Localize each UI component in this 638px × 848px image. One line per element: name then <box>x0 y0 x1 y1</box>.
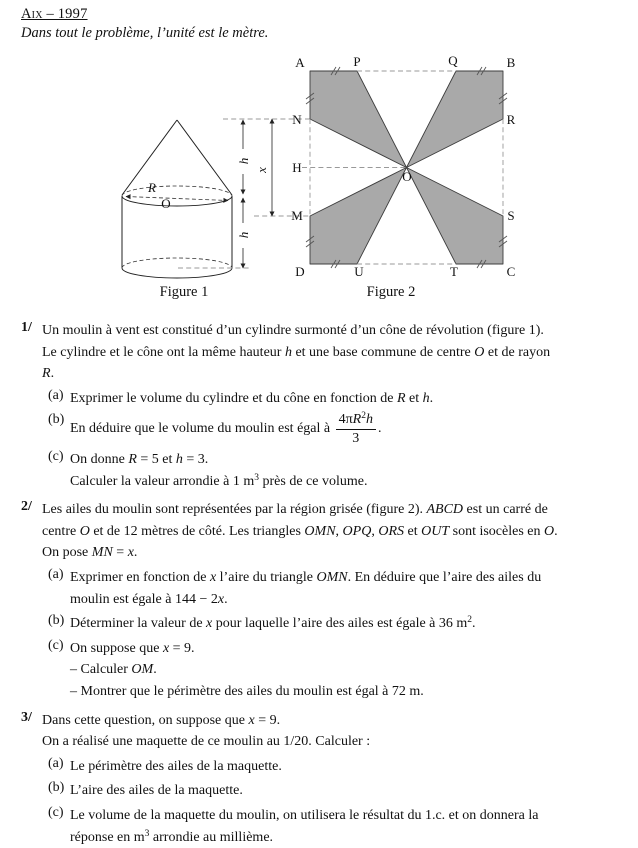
problem-text-line <box>42 710 624 732</box>
text-run: centre <box>42 523 80 539</box>
subitem-body <box>70 613 624 635</box>
text-run: est un carré de <box>463 502 548 518</box>
problem-3 <box>0 710 638 848</box>
text-run: et de 12 mètres de côté. Les triangles <box>89 523 305 539</box>
text-run: x <box>206 616 213 632</box>
text-run: . <box>377 421 382 437</box>
fraction <box>336 412 376 446</box>
figure2-label-H: H <box>292 160 302 175</box>
problem-subitem <box>42 638 624 703</box>
figure2-label-P: P <box>353 54 361 69</box>
text-run: = 9. <box>169 640 195 656</box>
problem-text-line <box>70 589 624 611</box>
text-run: OMN <box>316 570 348 586</box>
text-run: MN <box>91 545 113 561</box>
figure1-label-radius: R <box>148 180 156 195</box>
figure2-label-U: U <box>354 264 364 279</box>
subitem-body <box>70 388 624 410</box>
problem-text-line <box>42 363 624 385</box>
text-run: près de ce volume. <box>259 473 368 489</box>
text-run: Le cylindre et le cône ont la même hauteur <box>42 344 285 360</box>
text-run: . <box>50 366 55 382</box>
text-run: . <box>133 545 138 561</box>
figure2-label-A: A <box>295 55 305 70</box>
text-run: En déduire que le volume du moulin est égal à <box>70 421 334 437</box>
figure2-label-x: x <box>254 167 269 173</box>
text-run: Les ailes du moulin sont représentées par la région grisée (figure 2). <box>42 502 427 518</box>
text-run: 4π <box>338 412 353 428</box>
page-header <box>0 0 638 42</box>
text-run: , <box>335 523 343 539</box>
figure2-label-D: D <box>295 264 305 279</box>
text-run: 3 <box>254 472 259 483</box>
figure2-label-R: R <box>506 112 516 127</box>
text-run: réponse en m <box>70 829 145 845</box>
text-run: OPQ <box>342 523 372 539</box>
problem-subitem <box>42 449 624 492</box>
subitem-label: (b) <box>48 780 65 796</box>
text-run: et une base commune de centre <box>291 344 475 360</box>
problem-text-line <box>70 567 624 589</box>
figure1-label-cone-height: h <box>236 157 251 165</box>
fraction-numerator <box>336 412 376 430</box>
text-run: R <box>128 452 137 468</box>
text-run: 3 <box>144 828 150 839</box>
subitem-label: (a) <box>48 755 64 771</box>
text-run: On suppose que <box>70 640 163 656</box>
text-run: On pose <box>42 545 92 561</box>
problem-subitem <box>42 805 624 848</box>
problem-body <box>42 320 624 492</box>
problem-number: 3/ <box>21 709 32 725</box>
text-run: OMN <box>304 523 336 539</box>
text-run: 2 <box>467 615 473 626</box>
text-run: , <box>371 523 379 539</box>
radius-arrow <box>126 197 228 201</box>
problem-text-line <box>70 449 624 471</box>
text-run: h <box>175 452 183 468</box>
sail-top-right <box>407 71 504 168</box>
fraction-denominator <box>336 430 376 446</box>
text-run: x <box>127 545 134 561</box>
problem-text-line <box>42 342 624 364</box>
problem-text-line <box>42 320 624 342</box>
text-run: = 5 et <box>136 452 176 468</box>
text-run: Exprimer en fonction de <box>70 570 210 586</box>
problem-text-line <box>42 521 624 543</box>
page-title: Aix – 1997 <box>21 6 88 22</box>
problem-text-line <box>70 805 624 827</box>
text-run: R <box>352 412 362 428</box>
figure2-label-C: C <box>506 264 516 279</box>
subitem-body <box>70 567 624 610</box>
text-run: R <box>42 366 51 382</box>
text-run: . <box>224 591 228 607</box>
problem-number: 1/ <box>21 320 32 335</box>
text-run: – Montrer que le périmètre des ailes du moulin est égal à 72 m. <box>70 684 424 700</box>
text-run: x <box>248 712 255 728</box>
text-run: et <box>404 523 422 539</box>
text-run: L’aire des ailes de la maquette. <box>70 783 243 799</box>
problem-text-line <box>70 613 624 635</box>
sail-top-left <box>310 71 407 168</box>
text-run: sont isocèles en <box>449 523 544 539</box>
subitem-label: (a) <box>48 567 64 583</box>
problem-text-line <box>70 827 624 848</box>
subitem-body <box>70 805 624 848</box>
text-run: = 9. <box>254 712 281 728</box>
text-run: 2 <box>361 411 366 422</box>
text-run: = <box>112 545 128 561</box>
figure2-label-N: N <box>292 112 302 127</box>
cylinder-top-front-arc <box>122 196 232 206</box>
figure2-label-Q: Q <box>448 53 458 68</box>
cylinder-top-back-arc <box>122 186 232 196</box>
text-run: arrondie au millième. <box>149 829 274 845</box>
problem-2 <box>0 499 638 702</box>
text-run: On donne <box>70 452 129 468</box>
subitem-body <box>70 638 624 703</box>
text-run: ABCD <box>426 502 464 518</box>
problem-text-line <box>70 780 624 802</box>
problem-subitem <box>42 756 624 778</box>
figure2-label-B: B <box>506 55 516 70</box>
text-run: O <box>79 523 90 539</box>
figure2-label-T: T <box>450 264 458 279</box>
text-run: . <box>153 662 157 678</box>
text-run: 3 <box>352 430 360 446</box>
sail-bottom-left <box>310 168 407 265</box>
figure2-label-S: S <box>507 208 515 223</box>
subitem-label: (c) <box>48 449 64 465</box>
figure2-label-M: M <box>291 208 303 223</box>
text-run: h <box>365 412 373 428</box>
figure2-label-O: O <box>402 169 412 184</box>
problem-text-line <box>70 756 624 778</box>
figure1-caption: Figure 1 <box>159 284 209 300</box>
problem-body <box>42 499 624 702</box>
text-run: OUT <box>421 523 450 539</box>
sail-bottom-right <box>407 168 504 265</box>
problems-list <box>0 320 638 848</box>
text-run: h <box>422 390 430 406</box>
text-run: – Calculer <box>70 662 132 678</box>
text-run: h <box>284 344 292 360</box>
problem-text-line <box>70 412 624 446</box>
subitem-body <box>70 412 624 446</box>
subitem-body <box>70 449 624 492</box>
subitem-body <box>70 780 624 802</box>
page-subtitle: Dans tout le problème, l’unité est le mètre. <box>21 25 269 41</box>
problem-text-line <box>70 659 624 681</box>
figure-1 <box>122 119 310 300</box>
figure-2 <box>254 53 516 300</box>
problem-text-line <box>70 471 624 493</box>
text-run: Le volume de la maquette du moulin, on utilisera le résultat du 1.c. et on donnera la <box>70 808 539 823</box>
subitem-label: (a) <box>48 387 64 403</box>
text-run: O <box>474 344 485 360</box>
text-run: l’aire du triangle <box>216 570 317 586</box>
text-run: . <box>429 390 434 406</box>
text-run: Dans cette question, on suppose que <box>42 712 249 728</box>
cone-outline <box>122 120 232 195</box>
text-run: Exprimer le volume du cylindre et du cône en fonction de <box>70 390 397 406</box>
text-run: OM <box>131 662 154 678</box>
problem-text-line <box>42 499 624 521</box>
problem-1 <box>0 320 638 492</box>
text-run: . En déduire que l’aire des ailes du <box>347 570 542 586</box>
problem-text-line <box>42 542 624 564</box>
text-run: . <box>472 616 476 632</box>
text-run: moulin est égale à 144 − 2 <box>70 591 218 607</box>
text-run: Le périmètre des ailes de la maquette. <box>70 758 282 774</box>
figure1-label-cylinder-height: h <box>236 231 251 239</box>
figure2-caption: Figure 2 <box>366 284 416 300</box>
subitem-label: (b) <box>48 613 65 629</box>
text-run: = 3. <box>182 452 209 468</box>
text-run: Un moulin à vent est constitué d’un cylindre surmonté d’un cône de révolution (figure 1). <box>42 323 544 338</box>
subitem-label: (b) <box>48 412 65 428</box>
text-run: On a réalisé une maquette de ce moulin au 1/20. Calculer : <box>42 734 371 750</box>
problem-subitem <box>42 567 624 610</box>
cylinder-bottom-front-arc <box>122 268 232 278</box>
problem-text-line <box>70 638 624 660</box>
text-run: ORS <box>378 523 404 539</box>
text-run: O <box>544 523 555 539</box>
text-run: x <box>217 591 225 607</box>
text-run: x <box>162 640 170 656</box>
text-run: R <box>396 390 406 406</box>
figure1-label-center: O <box>161 196 171 211</box>
text-run: pour laquelle l’aire des ailes est égale à 36 m <box>212 616 468 632</box>
text-run: Calculer la valeur arrondie à 1 m <box>70 473 255 489</box>
problem-subitem <box>42 412 624 446</box>
subitem-label: (c) <box>48 805 64 820</box>
problem-subitem <box>42 613 624 635</box>
subitem-label: (c) <box>48 637 64 653</box>
text-run: Déterminer la valeur de <box>70 616 207 632</box>
subitem-body <box>70 756 624 778</box>
problem-number: 2/ <box>21 499 32 515</box>
problem-text-line <box>70 681 624 703</box>
text-run: et <box>405 390 423 406</box>
problem-text-line <box>70 388 624 410</box>
figures-illustration <box>0 48 638 302</box>
problem-text-line <box>42 731 624 753</box>
problem-subitem <box>42 780 624 802</box>
problem-subitem <box>42 388 624 410</box>
problem-body <box>42 710 624 848</box>
text-run: x <box>209 570 217 586</box>
cylinder-bottom-back-arc <box>122 258 232 268</box>
text-run: . <box>554 523 558 539</box>
text-run: et de rayon <box>484 344 551 360</box>
cylinder-sides <box>122 196 232 268</box>
